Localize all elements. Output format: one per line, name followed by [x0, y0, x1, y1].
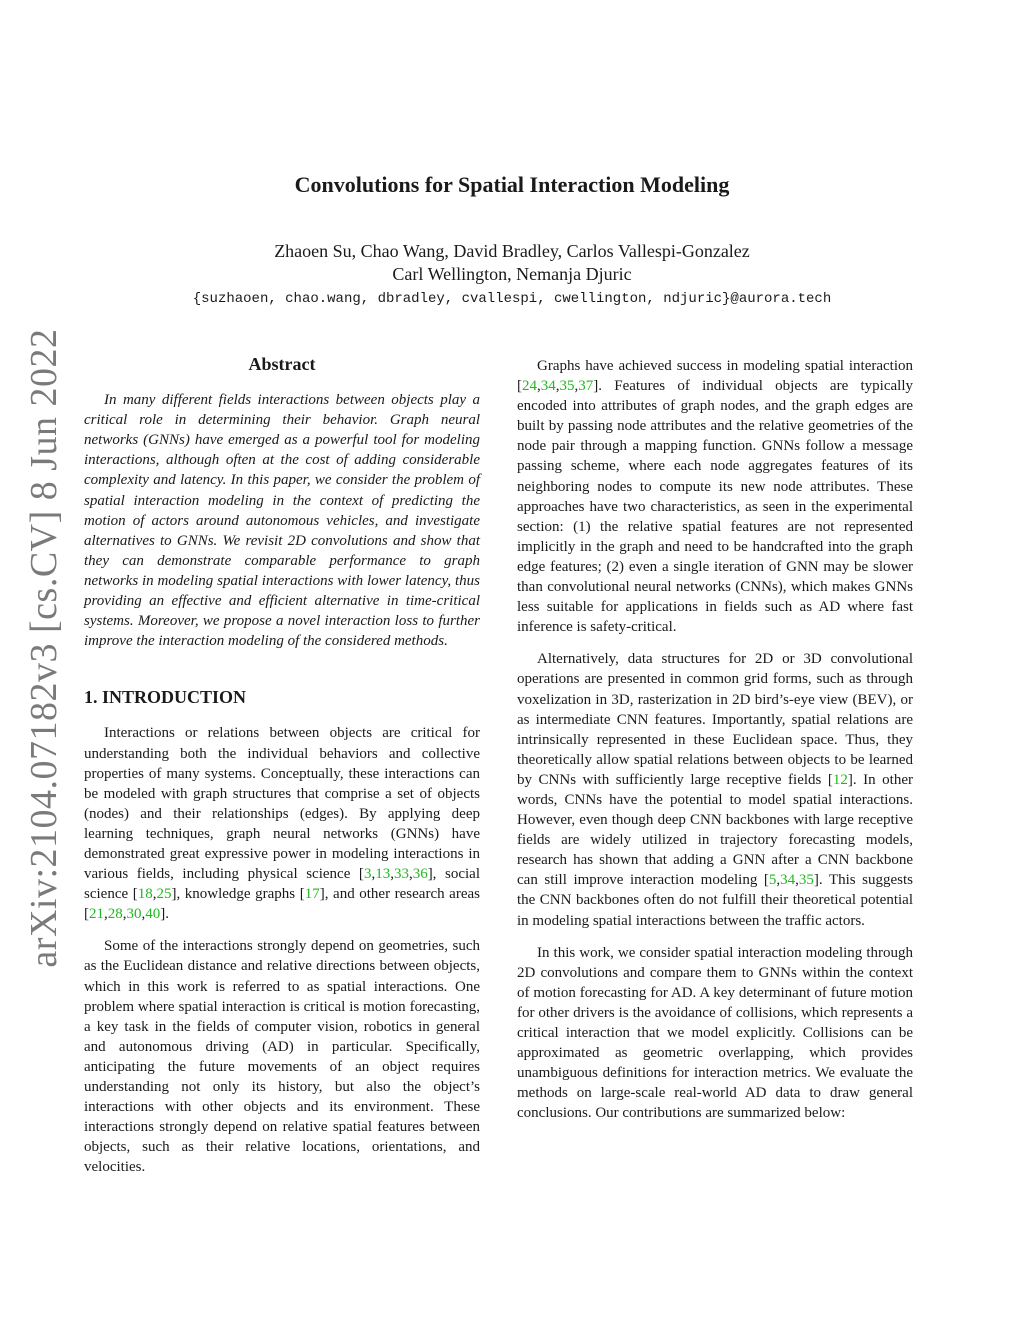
authors-line-2: Carl Wellington, Nemanja Djuric	[392, 264, 632, 284]
abstract-heading: Abstract	[248, 354, 316, 374]
author-list	[0, 240, 1024, 286]
citation-link[interactable]: 30	[126, 906, 142, 923]
intro-paragraph-3: Graphs have achieved success in modeling spatial interaction [24,34,35,37]. Features of individual objects are typically encoded into attributes of graph nodes, and the graph edges are built by passing node attributes and the relative geometries of the node pair through a mapping function. GNNs follow a message passing scheme, where each node aggregates features of its neighboring nodes to compute its new node attributes. These approaches have two characteristics, as seen in the experimental section: (1) the relative spatial features are not represented implicitly in the graph and need to be handcrafted into the graph edge features; (2) even a single iteration of GNN may be slower than convolutional neural networks (CNNs), which makes GNNs less suitable for applications in fields such as AD where fast inference is safety-critical.	[517, 358, 913, 636]
paper-title: Convolutions for Spatial Interaction Modeling	[294, 172, 730, 197]
citation-link[interactable]: 12	[832, 771, 848, 788]
citation-link[interactable]: 35	[798, 872, 814, 889]
abstract-text: In many different fields interactions between objects play a critical role in determining their behavior. Graph neural networks (GNNs) have emerged as a powerful tool for modeling interactions, although often at the cost of adding considerable complexity and latency. In this paper, we consider the problem of spatial interaction modeling in the context of predicting the motion of actors around autonomous vehicles, and investigate alternatives to GNNs. We revisit 2D convolutions and show that they can demonstrate comparable performance to graph networks in modeling spatial interactions with lower latency, thus providing an effective and efficient alternative in time-critical systems. Moreover, we propose a novel interaction loss to further improve the interaction modeling of the considered methods.	[84, 392, 480, 650]
citation-link[interactable]: 18	[137, 886, 153, 903]
intro-paragraph-2: Some of the interactions strongly depend on geometries, such as the Euclidean distance and relative directions between objects, which in this work is referred to as spatial interactions. One problem where spatial interaction is critical is motion forecasting, a key task in the fields of computer vision, robotics in general and autonomous driving (AD) in particular. Specifically, anticipating the future movements of an object requires understanding not only its history, but also the object’s interactions with other objects and its environment. These interactions strongly depend on relative spatial features between objects, such as their relative locations, orientations, and velocities.	[84, 938, 480, 1176]
citation-link[interactable]: 33	[393, 866, 409, 883]
citation-link[interactable]: 25	[156, 886, 172, 903]
intro-paragraph-5: In this work, we consider spatial interaction modeling through 2D convolutions and compare them to GNNs within the context of motion forecasting for AD. A key determinant of future motion for other drivers is the avoidance of collisions, which represents a critical interaction that we model explicitly. Collisions can be approximated as geometric overlapping, which provides unambiguous definitions for interaction metrics. We evaluate the methods on large-scale real-world AD data to draw general conclusions. Our contributions are summarized below:	[517, 944, 913, 1122]
citation-link[interactable]: 17	[304, 886, 320, 903]
left-column	[84, 354, 480, 1189]
citation-link[interactable]: 36	[412, 866, 428, 883]
intro-paragraph-1: Interactions or relations between objects are critical for understanding both the individual behaviors and collective properties of many systems. Conceptually, these interactions can be modeled with graph structures that comprise a set of objects (nodes) and their relationships (edges). By applying deep learning techniques, graph neural networks (GNNs) have demonstrated great expressive power in modeling interactions in various fields, including physical science [3,13,33,36], social science [18,25], knowledge graphs [17], and other research areas [21,28,30,40].	[84, 725, 481, 923]
citation-link[interactable]: 34	[540, 378, 556, 395]
citation-link[interactable]: 13	[375, 866, 391, 883]
citation-link[interactable]: 24	[522, 378, 537, 395]
intro-paragraph-4: Alternatively, data structures for 2D or 3D convolutional operations are presented in common grid forms, such as through voxelization in 3D, rasterization in 2D bird’s-eye view (BEV), or as intermediate CNN features. Importantly, spatial relations are intrinsically represented in these Euclidean space. Thus, they theoretically allow spatial relations between objects to be learned by CNNs with sufficiently large receptive fields [12]. In other words, CNNs have the potential to model spatial interactions. However, even though deep CNN backbones with large receptive fields are widely utilized in trajectory forecasting models, research has shown that adding a GNN after a CNN backbone can still improve interaction modeling [5,34,35]. This suggests the CNN backbones often do not fulfill their theoretical potential in modeling spatial interactions between the traffic actors.	[517, 651, 914, 929]
citation-link[interactable]: 28	[107, 906, 123, 923]
author-emails: {suzhaoen, chao.wang, dbradley, cvallespi, cwellington, ndjuric}@aurora.tech	[192, 291, 832, 307]
arxiv-identifier-stamp: arXiv:2104.07182v3 [cs.CV] 8 Jun 2022	[23, 328, 65, 968]
citation-link[interactable]: 34	[780, 872, 796, 889]
introduction-heading: 1. INTRODUCTION	[84, 687, 247, 708]
right-column	[517, 356, 913, 1135]
citation-link[interactable]: 40	[145, 906, 161, 923]
citation-link[interactable]: 5	[768, 872, 777, 889]
citation-link[interactable]: 37	[578, 378, 594, 395]
citation-link[interactable]: 3	[363, 866, 372, 883]
authors-line-1: Zhaoen Su, Chao Wang, David Bradley, Carlos Vallespi-Gonzalez	[274, 241, 750, 261]
citation-link[interactable]: 21	[89, 906, 104, 923]
citation-link[interactable]: 35	[559, 378, 575, 395]
